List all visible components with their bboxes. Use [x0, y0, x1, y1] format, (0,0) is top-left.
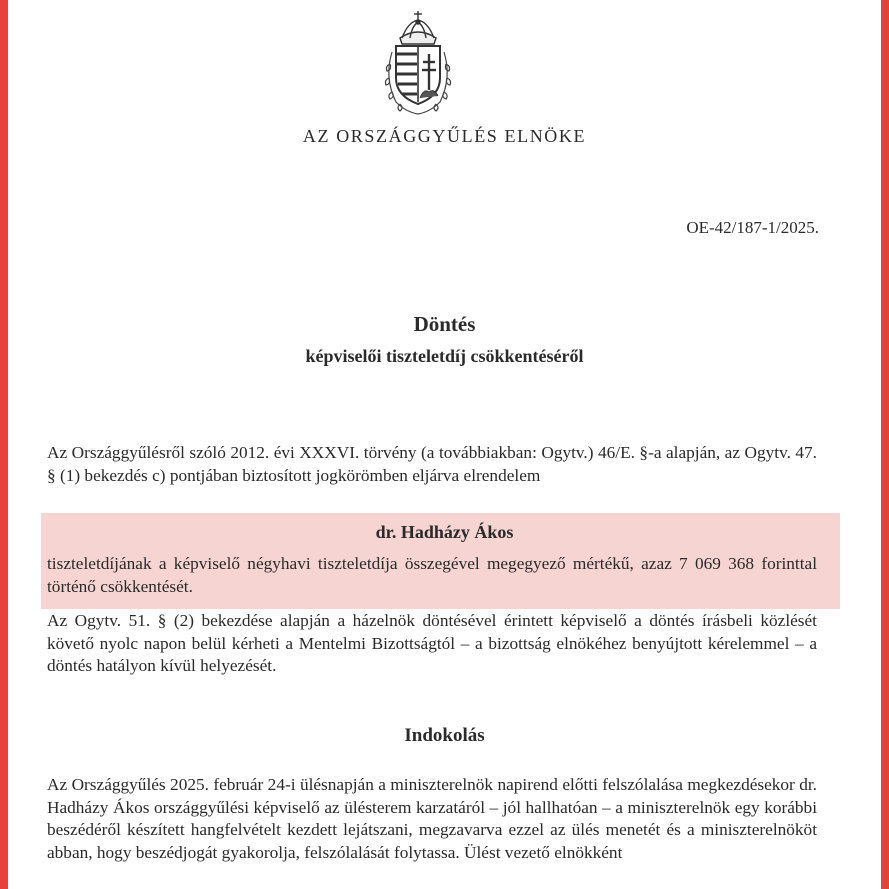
- affected-representative-name: dr. Hadházy Ákos: [375, 522, 514, 542]
- justification-heading: Indokolás: [404, 725, 485, 746]
- document-subtitle: képviselői tiszteletdíj csökkentéséről: [305, 346, 584, 366]
- justification-paragraph: Az Országgyűlés 2025. február 24-i ülésnapján a miniszterelnök napirend előtti felszólalása megkezdésekor dr. Hadházy Ákos országgyűlési képviselő az ülésterem karzatáról – jól hallhatóan – a miniszterelnök egy korábbi beszédéről készített hangfelvételt kezdett lejátszani, megzavarva ezzel az ülés menetét és a miniszterelnököt abban, hogy beszédjogát gyakorolja, felszólalását folytassa. Ülést vezető elnökként: [47, 775, 817, 862]
- document-title: Döntés: [413, 312, 476, 336]
- issuing-office: AZ ORSZÁGGYŰLÉS ELNÖKE: [302, 126, 587, 146]
- reference-number: OE-42/187-1/2025.: [686, 218, 819, 237]
- decision-order-paragraph: tiszteletdíjának a képviselő négyhavi tiszteletdíja összegével megegyező mértékű, azaz 7 069 368 forinttal történő csökkentését.: [47, 554, 817, 596]
- hungarian-coat-of-arms-icon: [378, 8, 458, 120]
- appeal-paragraph: Az Ogytv. 51. § (2) bekezdése alapján a házelnök döntésével érintett képviselő a döntés írásbeli közlését követő nyolc napon belül kérheti a Mentelmi Bizottságtól – a bizottság elnökéhez benyújtott kérelemmel – a döntés hatályon kívül helyezését.: [47, 611, 817, 675]
- intro-paragraph: Az Országgyűlésről szóló 2012. évi XXXVI. törvény (a továbbiakban: Ogytv.) 46/E. §-a alapján, az Ogytv. 47. § (1) bekezdés c) pontjában biztosított jogkörömben eljárva elrendelem: [47, 443, 817, 485]
